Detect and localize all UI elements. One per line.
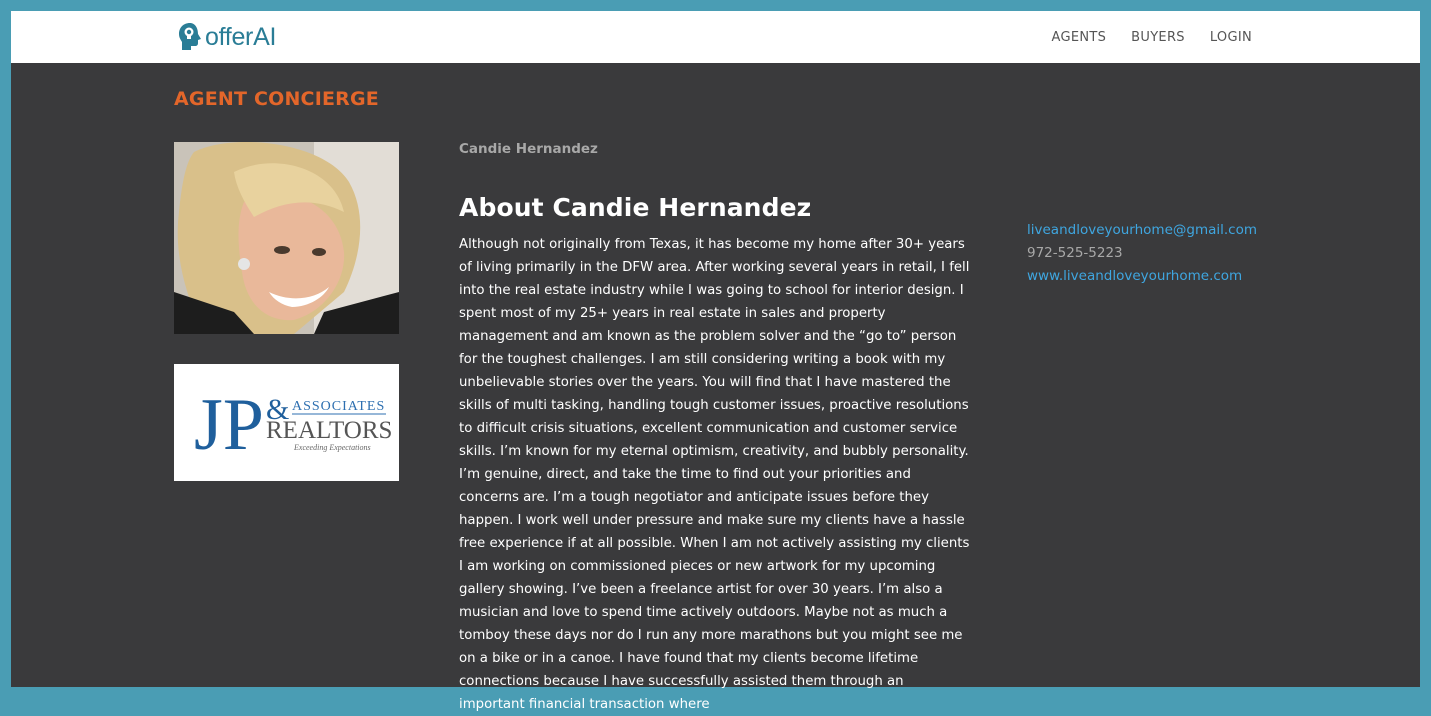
broker-logo-amp: & (266, 393, 290, 426)
nav-login[interactable]: LOGIN (1209, 29, 1252, 45)
section-title: AGENT CONCIERGE (174, 88, 379, 110)
page-frame (11, 11, 1420, 712)
phone-number: 972-525-5223 (1027, 245, 1123, 261)
main-nav (1026, 11, 1252, 63)
broker-logo-letters: JP (194, 384, 264, 466)
agent-photo (174, 142, 399, 334)
broker-logo-realtors: REALTORS (266, 417, 393, 444)
logo-text: offerAI (205, 23, 277, 51)
head-lightbulb-icon (178, 22, 202, 52)
agent-bio: Although not originally from Texas, it has become my home after 30+ years of living primarily in the DFW area. After working several years in retail, I fell into the real estate industry while I was going to school for interior design. I spent most of my 25+ years in real estate in sales and property management and am known as the problem solver and the “go to” person for the toughest challenges. I am still considering writing a book with my unbelievable stories over the years. You will find that I have mastered the skills of multi tasking, handling tough customer issues, proactive resolutions to difficult crisis situations, excellent communication and customer service skills. I’m known for my eternal optimism, creativity, and bubbly personality. I’m genuine, direct, and take the time to find out your priorities and concerns are. I’m a tough negotiator and anticipate issues before they happen. I work well under pressure and make sure my clients have a hassle free experience if at all possible. When I am not actively assisting my clients I am working on commissioned pieces or new artwork for my upcoming gallery showing. I’ve been a freelance artist for over 30 years. I’m also a musician and love to spend time actively outdoors. Maybe not as much a tomboy these days nor do I run any more marathons but you might see me on a bike or in a canoe. I have found that my clients become lifetime connections because I have successfully assisted them through an important financial transaction where (459, 237, 970, 712)
website-link[interactable]: www.liveandloveyourhome.com (1027, 268, 1243, 284)
site-header (11, 11, 1420, 63)
broker-logo-tagline: Exceeding Expectations (294, 443, 371, 452)
agent-name: Candie Hernandez (459, 141, 598, 157)
nav-agents[interactable]: AGENTS (1051, 29, 1107, 45)
about-title: About Candie Hernandez (459, 193, 812, 222)
contact-info (1027, 219, 1257, 288)
site-logo[interactable] (178, 20, 276, 54)
nav-buyers[interactable]: BUYERS (1131, 29, 1185, 45)
broker-logo (174, 364, 399, 481)
email-link[interactable]: liveandloveyourhome@gmail.com (1027, 222, 1258, 238)
broker-logo-associates: ASSOCIATES (292, 399, 386, 414)
